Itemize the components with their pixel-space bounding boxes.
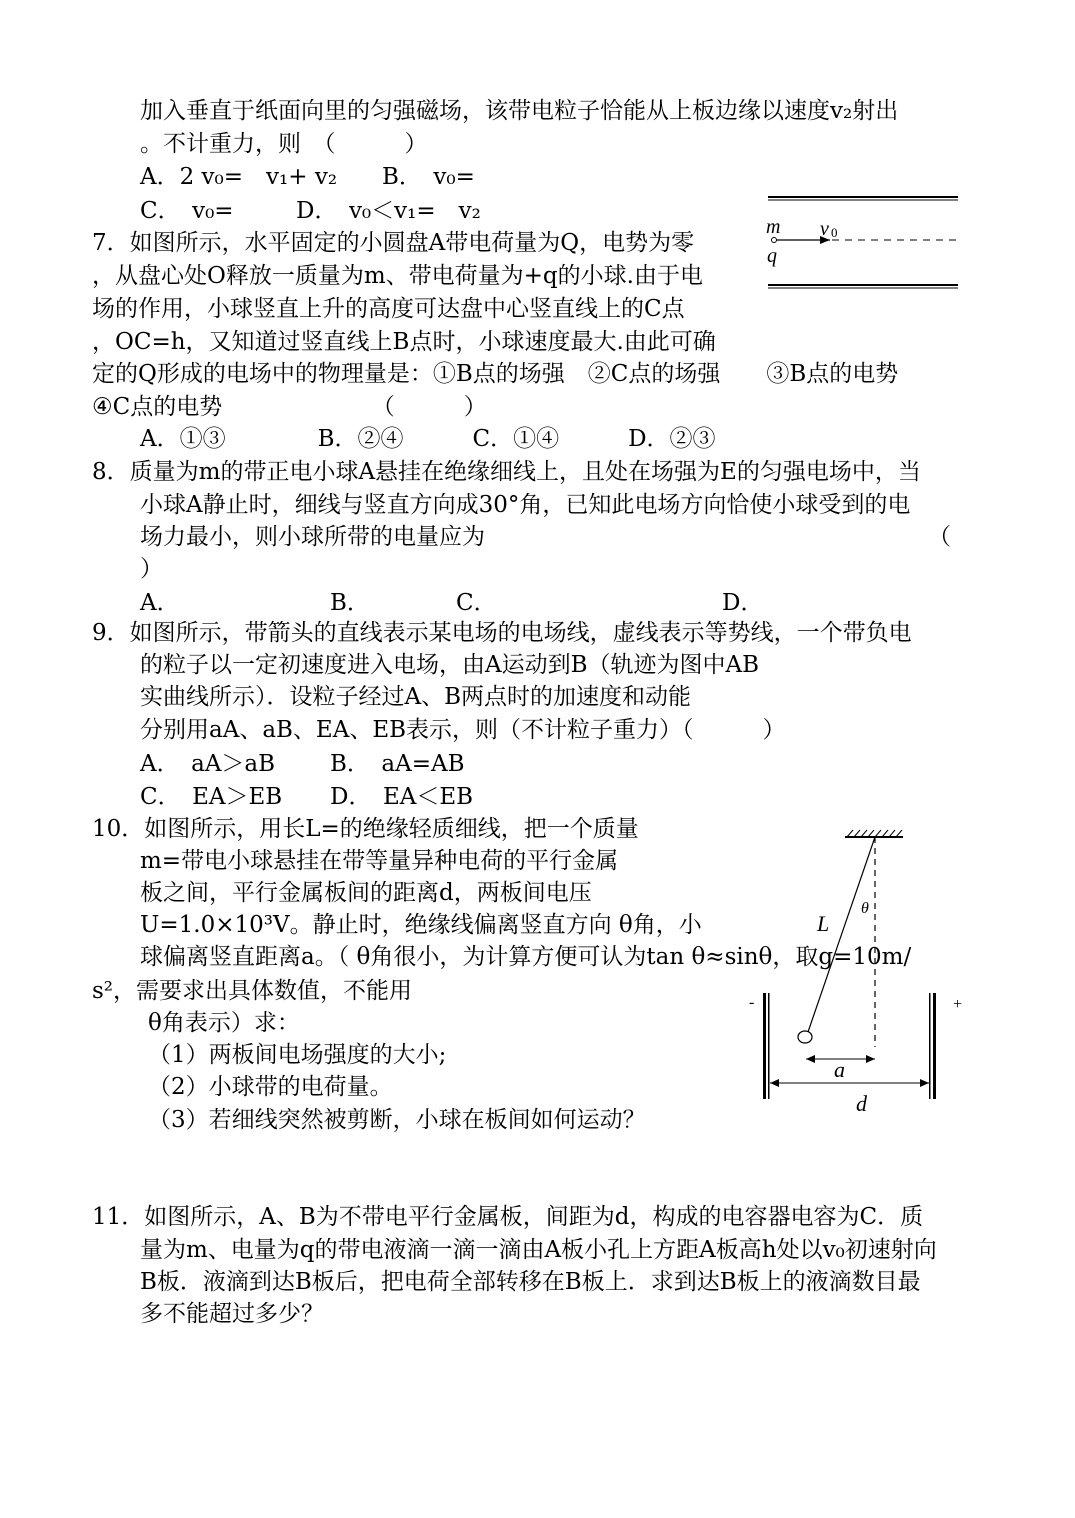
dimension-d-arrow-left <box>770 1079 779 1087</box>
q9-line-2: 的粒子以一定初速度进入电场，由A运动到B（轨迹为图中AB <box>140 652 760 678</box>
q8-answer-paren-close: ） <box>140 556 163 582</box>
label-theta: θ <box>861 900 869 917</box>
q9-option-c: C． EA＞EB <box>140 784 283 810</box>
q11-line-1: 11．如图所示，A、B为不带电平行金属板，间距为d，构成的电容器电容为C．质 <box>92 1204 924 1230</box>
q10-line-7: θ角表示）求： <box>148 1010 300 1036</box>
q9-line-3: 实曲线所示）．设粒子经过A、B两点时的加速度和动能 <box>140 684 692 710</box>
q10-line-1: 10．如图所示，用长L=的绝缘轻质细线，把一个质量 <box>92 816 639 842</box>
particle-dot <box>772 238 777 243</box>
q10-line-5: 球偏离竖直距离a。（ θ角很小，为计算方便可认为tan θ≈sinθ，取g=10m/ <box>140 944 912 970</box>
q11-line-3: B板．液滴到达B板后，把电荷全部转移在B板上．求到达B板上的液滴数目最 <box>140 1269 921 1295</box>
label-minus: - <box>749 994 755 1011</box>
label-v0: v <box>820 218 829 240</box>
q7-options: A．①③ B．②④ C．①④ D．②③ <box>140 426 716 452</box>
ceiling-hatch <box>847 830 902 837</box>
q9-option-b: B． aA=AB <box>330 751 465 777</box>
q8-option-c: C． <box>456 590 497 616</box>
q6-option-c: C． v₀= <box>140 198 234 224</box>
label-L: L <box>817 911 830 936</box>
q9-option-a: A． aA＞aB <box>140 751 276 777</box>
q11-line-4: 多不能超过多少？ <box>140 1301 324 1327</box>
q11-line-2: 量为m、电量为q的带电液滴一滴一滴由A板小孔上方距A板高h处以v₀初速射向 <box>140 1237 937 1263</box>
q6-line-2: 。不计重力，则 （ ） <box>140 131 428 157</box>
q8-line-2: 小球A静止时，细线与竖直方向成30°角，已知此电场方向恰使小球受到的电 <box>140 492 911 518</box>
right-plate-inner <box>929 993 931 1099</box>
pendulum-plates-figure <box>745 825 975 1125</box>
label-d: d <box>856 1091 867 1116</box>
q10-line-3: 板之间，平行金属板间的距离d，两板间电压 <box>140 880 592 906</box>
q8-option-a: A． <box>140 590 180 616</box>
q8-option-b: B． <box>330 590 370 616</box>
q10-subquestion-2: （2）小球带的电荷量。 <box>148 1074 393 1100</box>
q7-line-3: 场的作用，小球竖直上升的高度可达盘中心竖直线上的C点 <box>92 296 685 322</box>
q8-line-1: 8．质量为m的带正电小球A悬挂在绝缘细线上，且处在场强为E的匀强电场中，当 <box>92 459 921 485</box>
dimension-a-arrow-right <box>866 1055 875 1063</box>
q10-line-6: s²，需要求出具体数值，不能用 <box>92 978 413 1004</box>
q7-line-1: 7．如图所示，水平固定的小圆盘A带电荷量为Q，电势为零 <box>92 230 695 256</box>
label-m: m <box>766 216 781 238</box>
left-plate-outer <box>763 993 766 1099</box>
q7-line-5: 定的Q形成的电场中的物理量是：①B点的场强 ②C点的场强 ③B点的电势 <box>92 361 899 387</box>
q7-line-4: ，OC=h，又知道过竖直线上B点时，小球速度最大.由此可确 <box>92 329 716 355</box>
q9-line-1: 9．如图所示，带箭头的直线表示某电场的电场线，虚线表示等势线，一个带负电 <box>92 620 912 646</box>
right-plate-outer <box>933 993 936 1099</box>
q6-option-a: A．2 v₀= v₁+ v₂ <box>140 164 338 190</box>
left-plate-inner <box>768 993 770 1099</box>
q6-option-b: B． v₀= <box>382 164 475 190</box>
q9-line-4: 分别用aA、aB、EA、EB表示，则（不计粒子重力）（ ） <box>140 717 786 743</box>
q8-answer-paren-open: （ <box>928 524 951 550</box>
label-v0-subscript: 0 <box>831 225 838 240</box>
q6-option-d: D． v₀＜v₁= v₂ <box>296 198 481 224</box>
q8-option-d: D． <box>722 590 764 616</box>
dimension-d-arrow-right <box>920 1079 929 1087</box>
q8-line-3: 场力最小，则小球所带的电量应为 <box>140 524 485 550</box>
label-q: q <box>767 245 777 267</box>
parallel-plates-figure <box>760 185 970 300</box>
q7-line-2: ，从盘心处O释放一质量为m、带电荷量为+q的小球.由于电 <box>92 263 703 289</box>
q9-option-d: D． EA＜EB <box>330 784 474 810</box>
ball <box>798 1031 812 1043</box>
label-plus: + <box>953 996 963 1013</box>
q7-line-6: ④C点的电势 （ ） <box>92 394 487 420</box>
q10-subquestion-3: （3）若细线突然被剪断，小球在板间如何运动？ <box>148 1107 646 1133</box>
label-a: a <box>834 1057 845 1082</box>
q10-line-2: m=带电小球悬挂在带等量异种电荷的平行金属 <box>140 848 619 874</box>
q10-subquestion-1: （1）两板间电场强度的大小; <box>148 1042 447 1068</box>
q10-line-4: U=1.0×10³V。静止时，绝缘线偏离竖直方向 θ角，小 <box>140 912 702 938</box>
dimension-a-arrow-left <box>806 1055 815 1063</box>
q6-line-1: 加入垂直于纸面向里的匀强磁场，该带电粒子恰能从上板边缘以速度v₂射出 <box>140 98 899 124</box>
